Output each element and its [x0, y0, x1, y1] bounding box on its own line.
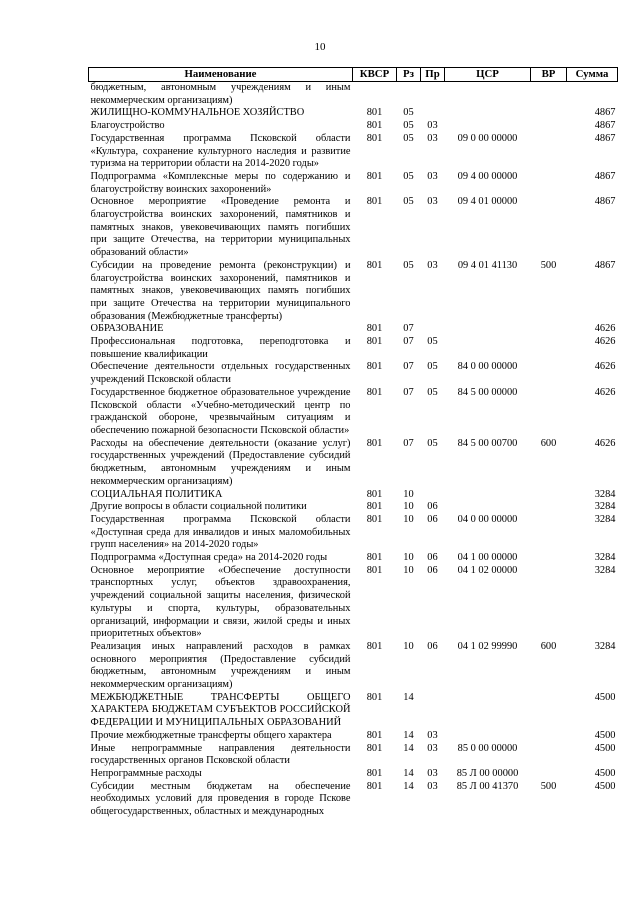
- cell-kvsr: 801: [366, 513, 383, 525]
- cell-vr: [531, 361, 567, 386]
- cell-pr: [421, 692, 445, 730]
- cell-csr: 09 0 00 00000: [457, 132, 518, 144]
- cell-csr: [445, 323, 531, 336]
- cell-name: Основное мероприятие «Проведение ремонта и благоустройства воинских захоронений, памятников и памятных знаков, увековечивающих память погибших при защите Отечества, на территории муниципальных образований области»: [90, 196, 351, 259]
- cell-sum: 3284: [594, 552, 616, 564]
- cell-rz: 14: [403, 780, 414, 792]
- cell-kvsr: 801: [366, 132, 383, 144]
- cell-pr: 06: [427, 501, 438, 513]
- cell-kvsr: 801: [366, 767, 383, 779]
- table-row: [89, 336, 618, 361]
- cell-kvsr: 801: [366, 170, 383, 182]
- cell-vr: 500: [540, 780, 557, 792]
- cell-kvsr: 801: [366, 742, 383, 754]
- cell-pr: [421, 107, 445, 120]
- cell-pr: 05: [427, 386, 438, 398]
- cell-kvsr: 801: [366, 196, 383, 208]
- cell-csr: [445, 107, 531, 120]
- cell-csr: 84 5 00 00700: [457, 437, 518, 449]
- cell-rz: 05: [403, 196, 414, 208]
- header-kvsr: КВСР: [353, 68, 397, 82]
- cell-sum: 4626: [594, 386, 616, 398]
- cell-rz: 14: [403, 729, 414, 741]
- cell-rz: 10: [403, 640, 414, 652]
- cell-kvsr: 801: [366, 437, 383, 449]
- cell-vr: [531, 82, 567, 108]
- cell-sum: 4500: [594, 729, 616, 741]
- cell-name: ЖИЛИЩНО-КОММУНАЛЬНОЕ ХОЗЯЙСТВО: [90, 107, 305, 119]
- cell-sum: 3284: [594, 564, 616, 576]
- cell-pr: 03: [427, 259, 438, 271]
- cell-sum: 4626: [594, 323, 616, 335]
- cell-sum: 3284: [594, 640, 616, 652]
- cell-csr: [445, 336, 531, 361]
- cell-sum: 4867: [594, 132, 616, 144]
- table-row: [89, 730, 618, 743]
- cell-sum: [567, 82, 618, 108]
- header-rz: Рз: [397, 68, 421, 82]
- table-header: [89, 68, 618, 82]
- table-row: [89, 82, 618, 108]
- cell-pr: 06: [427, 564, 438, 576]
- table-row: [89, 120, 618, 133]
- table-row: [89, 565, 618, 641]
- table-row: [89, 552, 618, 565]
- cell-name: Подпрограмма «Доступная среда» на 2014-2020 годы: [90, 552, 328, 564]
- cell-name: ОБРАЗОВАНИЕ: [90, 323, 164, 335]
- table-row: [89, 781, 618, 819]
- cell-vr: [531, 336, 567, 361]
- cell-rz: 10: [403, 552, 414, 564]
- cell-sum: 4500: [594, 691, 616, 703]
- cell-name: МЕЖБЮДЖЕТНЫЕ ТРАНСФЕРТЫ ОБЩЕГО ХАРАКТЕРА БЮДЖЕТАМ СУБЪЕКТОВ РОССИЙСКОЙ ФЕДЕРАЦИИ И МУНИЦИПАЛЬНЫХ ОБРАЗОВАНИЙ: [90, 691, 351, 729]
- cell-name: Субсидии на проведение ремонта (реконструкции) и благоустройства воинских захоронений, памятников и памятных знаков, увековечивающих память погибших при защите Отечества на территории муниципального образования (Межбюджетные трансферты): [90, 259, 351, 322]
- table-row: [89, 361, 618, 386]
- cell-name: Непрограммные расходы: [90, 767, 202, 779]
- page-number: 10: [314, 41, 326, 53]
- cell-name: Обеспечение деятельности отдельных государственных учреждений Псковской области: [90, 361, 351, 386]
- table-row: [89, 133, 618, 171]
- table-row: [89, 260, 618, 324]
- cell-sum: 4867: [594, 107, 616, 119]
- cell-rz: 05: [403, 132, 414, 144]
- cell-csr: 04 1 02 00000: [457, 564, 518, 576]
- cell-sum: 4500: [594, 780, 616, 792]
- cell-kvsr: 801: [366, 488, 383, 500]
- cell-sum: 4867: [594, 120, 616, 132]
- cell-pr: [421, 323, 445, 336]
- cell-rz: 10: [403, 513, 414, 525]
- cell-name: Государственная программа Псковской области «Культура, сохранение культурного наследия и развитие туризма на территории области на 2014-2020 годы»: [90, 132, 351, 170]
- cell-pr: 03: [427, 767, 438, 779]
- cell-csr: 04 1 02 99990: [457, 640, 518, 652]
- cell-csr: 84 5 00 00000: [457, 386, 518, 398]
- cell-kvsr: 801: [366, 729, 383, 741]
- cell-sum: 4867: [594, 170, 616, 182]
- cell-name: Субсидии местным бюджетам на обеспечение необходимых условий для проведения в городе Пскове общегосударственных, областных и международных: [90, 780, 351, 818]
- cell-rz: 14: [403, 767, 414, 779]
- table-row: [89, 438, 618, 489]
- cell-kvsr: 801: [366, 336, 383, 348]
- cell-name: Прочие межбюджетные трансферты общего характера: [90, 729, 332, 741]
- cell-pr: 03: [427, 742, 438, 754]
- cell-name: Реализация иных направлений расходов в рамках основного мероприятия (Предоставление субсидий бюджетным, автономным учреждениям и иным некоммерческим организациям): [90, 640, 351, 691]
- cell-vr: [531, 489, 567, 502]
- cell-vr: [531, 196, 567, 260]
- cell-sum: 4626: [594, 437, 616, 449]
- cell-name: Подпрограмма «Комплексные меры по содержанию и благоустройству воинских захоронений»: [90, 170, 351, 195]
- cell-name: бюджетным, автономным учреждениям и иным некоммерческим организациям): [90, 82, 351, 106]
- cell-vr: [531, 514, 567, 552]
- cell-vr: [531, 323, 567, 336]
- cell-name: Иные непрограммные направления деятельности государственных органов Псковской области: [90, 742, 351, 767]
- cell-rz: 05: [403, 120, 414, 132]
- cell-name: Государственное бюджетное образовательное учреждение Псковской области «Учебно-методический центр по гражданской обороне, чрезвычайным ситуациям и обеспечению пожарной безопасности Псковской области»: [90, 386, 351, 436]
- table-row: [89, 107, 618, 120]
- cell-csr: [445, 120, 531, 133]
- cell-sum: 3284: [594, 488, 616, 500]
- cell-name: Расходы на обеспечение деятельности (оказание услуг) государственных учреждений (Предоставление субсидий бюджетным, автономным учреждениям и иным некоммерческим организациям): [90, 437, 351, 487]
- cell-pr: 03: [427, 170, 438, 182]
- table-row: [89, 743, 618, 768]
- cell-rz: 07: [403, 437, 414, 449]
- table-row: [89, 501, 618, 514]
- cell-sum: 4626: [594, 361, 616, 373]
- cell-rz: 07: [403, 386, 414, 398]
- cell-csr: [445, 692, 531, 730]
- header-vr: ВР: [531, 68, 567, 82]
- cell-sum: 3284: [594, 513, 616, 525]
- cell-name: Другие вопросы в области социальной политики: [90, 501, 307, 513]
- cell-rz: 07: [403, 323, 414, 335]
- cell-vr: 600: [540, 437, 557, 449]
- table-row: [89, 692, 618, 730]
- cell-kvsr: 801: [366, 259, 383, 271]
- cell-sum: 4867: [594, 196, 616, 208]
- cell-pr: 03: [427, 780, 438, 792]
- cell-rz: 10: [403, 501, 414, 513]
- cell-rz: 07: [403, 336, 414, 348]
- cell-sum: 4500: [594, 742, 616, 754]
- cell-csr: [445, 489, 531, 502]
- table-body: [89, 82, 618, 819]
- cell-vr: [531, 552, 567, 565]
- cell-rz: 07: [403, 361, 414, 373]
- cell-vr: [531, 387, 567, 438]
- cell-pr: 06: [427, 513, 438, 525]
- cell-vr: [531, 730, 567, 743]
- cell-csr: [445, 501, 531, 514]
- cell-vr: [531, 501, 567, 514]
- cell-csr: 04 1 00 00000: [457, 552, 518, 564]
- cell-sum: 4626: [594, 336, 616, 348]
- cell-kvsr: 801: [366, 640, 383, 652]
- header-csr: ЦСР: [445, 68, 531, 82]
- cell-vr: [531, 565, 567, 641]
- cell-rz: 05: [403, 170, 414, 182]
- header-sum: Сумма: [567, 68, 618, 82]
- table-row: [89, 387, 618, 438]
- header-name: Наименование: [89, 68, 353, 82]
- cell-pr: 03: [427, 120, 438, 132]
- cell-rz: 05: [403, 107, 414, 119]
- cell-sum: 4500: [594, 767, 616, 779]
- cell-rz: 10: [403, 564, 414, 576]
- cell-kvsr: [353, 82, 397, 108]
- cell-csr: 84 0 00 00000: [457, 361, 518, 373]
- cell-name: СОЦИАЛЬНАЯ ПОЛИТИКА: [90, 488, 223, 500]
- cell-name: Профессиональная подготовка, переподготовка и повышение квалификации: [90, 336, 351, 360]
- budget-table: [88, 67, 618, 819]
- cell-csr: 09 4 01 41130: [457, 259, 518, 271]
- cell-vr: 600: [540, 640, 557, 652]
- cell-kvsr: 801: [366, 780, 383, 792]
- cell-pr: [421, 82, 445, 108]
- cell-csr: [445, 730, 531, 743]
- cell-csr: 09 4 01 00000: [457, 196, 518, 208]
- cell-vr: 500: [540, 259, 557, 271]
- cell-kvsr: 801: [366, 361, 383, 373]
- cell-vr: [531, 692, 567, 730]
- table-row: [89, 489, 618, 502]
- cell-kvsr: 801: [366, 386, 383, 398]
- cell-pr: [421, 489, 445, 502]
- cell-rz: 10: [403, 488, 414, 500]
- table-row: [89, 323, 618, 336]
- cell-pr: 05: [427, 361, 438, 373]
- cell-rz: 14: [403, 742, 414, 754]
- cell-name: Государственная программа Псковской области «Доступная среда для инвалидов и иных маломобильных групп населения» на 2014-2020 годы»: [90, 513, 351, 551]
- cell-csr: [445, 82, 531, 108]
- cell-pr: 06: [427, 640, 438, 652]
- cell-sum: 4867: [594, 259, 616, 271]
- cell-kvsr: 801: [366, 691, 383, 703]
- cell-kvsr: 801: [366, 107, 383, 119]
- cell-rz: 05: [403, 259, 414, 271]
- cell-csr: 85 0 00 00000: [457, 742, 518, 754]
- cell-csr: 85 Л 00 41370: [456, 780, 519, 792]
- cell-pr: 05: [427, 336, 438, 348]
- cell-vr: [531, 107, 567, 120]
- cell-kvsr: 801: [366, 564, 383, 576]
- cell-csr: 09 4 00 00000: [457, 170, 518, 182]
- cell-csr: 85 Л 00 00000: [456, 767, 519, 779]
- header-pr: Пр: [421, 68, 445, 82]
- cell-csr: 04 0 00 00000: [457, 513, 518, 525]
- cell-pr: 05: [427, 437, 438, 449]
- cell-vr: [531, 171, 567, 196]
- cell-vr: [531, 133, 567, 171]
- cell-kvsr: 801: [366, 552, 383, 564]
- cell-rz: [397, 82, 421, 108]
- header-row: [89, 68, 618, 82]
- cell-pr: 06: [427, 552, 438, 564]
- table-row: [89, 196, 618, 260]
- cell-vr: [531, 120, 567, 133]
- table-row: [89, 514, 618, 552]
- cell-sum: 3284: [594, 501, 616, 513]
- cell-pr: 03: [427, 132, 438, 144]
- cell-name: Благоустройство: [90, 120, 165, 132]
- cell-name: Основное мероприятие «Обеспечение доступности транспортных услуг, объектов здравоохранения, учреждений социальной защиты населения, физической культуры и спорта, культуры, образовательных организаций, информации и связи, жилой среды и иных приоритетных объектов»: [90, 564, 351, 640]
- cell-kvsr: 801: [366, 323, 383, 335]
- cell-pr: 03: [427, 729, 438, 741]
- cell-vr: [531, 768, 567, 781]
- cell-kvsr: 801: [366, 501, 383, 513]
- table-row: [89, 171, 618, 196]
- cell-rz: 14: [403, 691, 414, 703]
- cell-vr: [531, 743, 567, 768]
- table-row: [89, 768, 618, 781]
- cell-kvsr: 801: [366, 120, 383, 132]
- table-row: [89, 641, 618, 692]
- cell-pr: 03: [427, 196, 438, 208]
